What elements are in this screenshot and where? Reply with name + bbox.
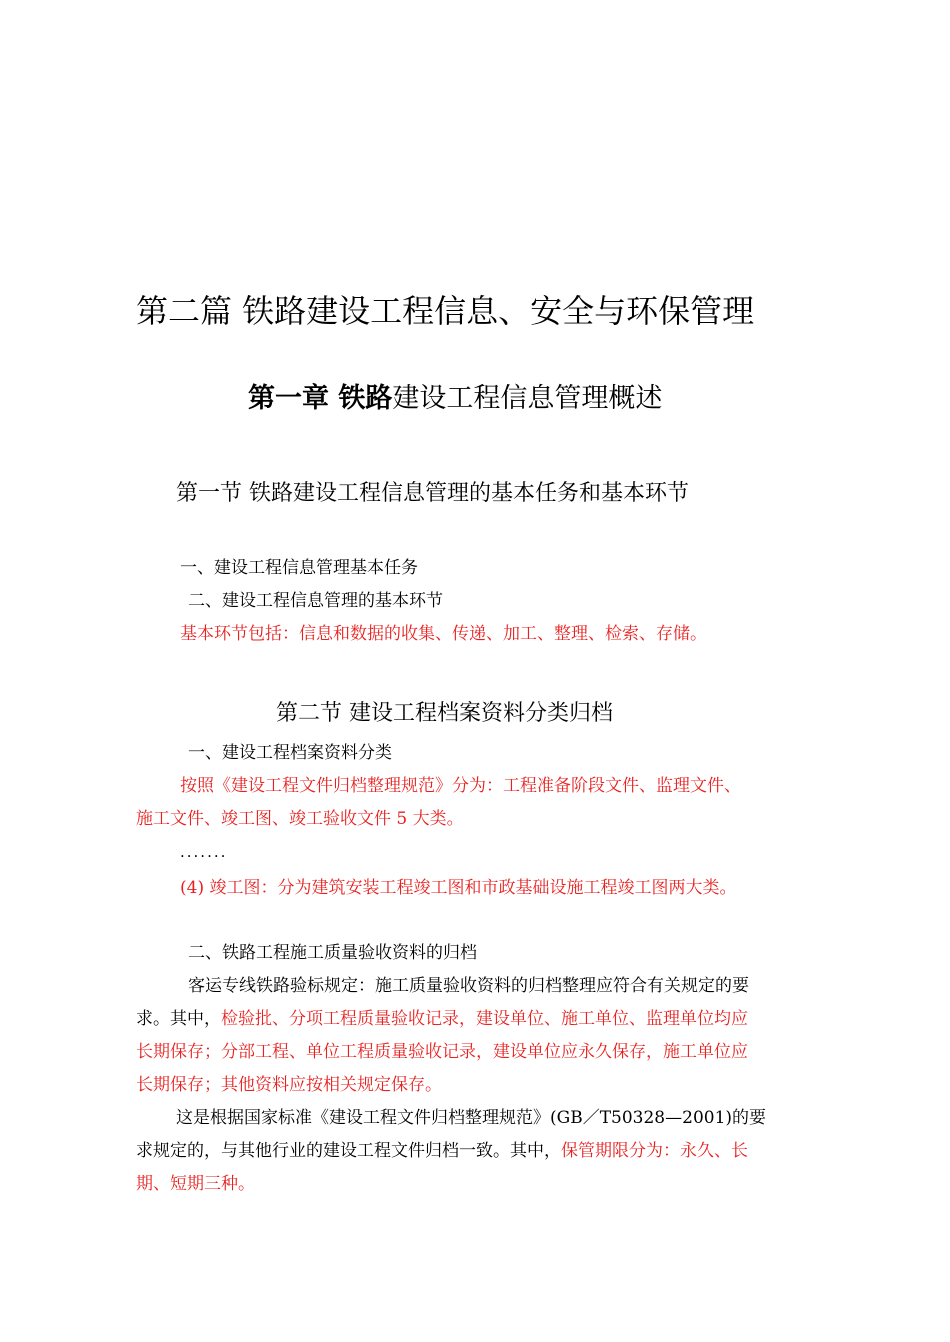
paragraph-4-line-2-black: 求规定的，与其他行业的建设工程文件归档一致。其中， <box>136 1141 561 1161</box>
section-2-paragraph-1-line-2: 施工文件、竣工图、竣工验收文件 5 大类。 <box>136 809 464 829</box>
section-2-heading: 第二节 建设工程档案资料分类归档 <box>276 701 613 726</box>
chapter-title <box>248 376 662 415</box>
paragraph-3-line-3: 长期保存；分部工程、单位工程质量验收记录，建设单位应永久保存，施工单位应 <box>136 1042 748 1062</box>
section-2-item-2: 二、铁路工程施工质量验收资料的归档 <box>188 943 477 963</box>
section-2-paragraph-1-line-1: 按照《建设工程文件归档整理规范》分为：工程准备阶段文件、监理文件、 <box>180 776 741 796</box>
paragraph-4-line-2 <box>136 1136 748 1161</box>
paragraph-3-line-4: 长期保存；其他资料应按相关规定保存。 <box>136 1075 442 1095</box>
section-2-paragraph-2: (4) 竣工图：分为建筑安装工程竣工图和市政基础设施工程竣工图两大类。 <box>180 878 737 898</box>
section-2-item-1: 一、建设工程档案资料分类 <box>188 743 392 763</box>
section-1-item-1: 一、建设工程信息管理基本任务 <box>180 558 418 578</box>
chapter-title-rest: 建设工程信息管理概述 <box>392 383 663 414</box>
paragraph-3-line-2-red: 检验批、分项工程质量验收记录，建设单位、施工单位、监理单位均应 <box>221 1009 748 1029</box>
paragraph-3-line-2-black: 求。其中， <box>136 1009 221 1029</box>
paragraph-4-line-2-red: 保管期限分为：永久、长 <box>561 1141 748 1161</box>
part-title: 第二篇 铁路建设工程信息、安全与环保管理 <box>136 292 755 330</box>
paragraph-4-line-3: 期、短期三种。 <box>136 1174 255 1194</box>
chapter-title-bold: 第一章 铁路 <box>248 383 393 414</box>
ellipsis: ....... <box>180 843 228 861</box>
section-1-paragraph: 基本环节包括：信息和数据的收集、传递、加工、整理、检索、存储。 <box>180 624 707 644</box>
paragraph-3-line-1: 客运专线铁路验标规定：施工质量验收资料的归档整理应符合有关规定的要 <box>188 976 749 996</box>
section-1-item-2: 二、建设工程信息管理的基本环节 <box>188 591 443 611</box>
paragraph-4-line-1: 这是根据国家标准《建设工程文件归档整理规范》(GB／T50328—2001)的要 <box>176 1108 767 1128</box>
section-1-heading: 第一节 铁路建设工程信息管理的基本任务和基本环节 <box>176 481 689 506</box>
paragraph-3-line-2 <box>136 1004 748 1029</box>
